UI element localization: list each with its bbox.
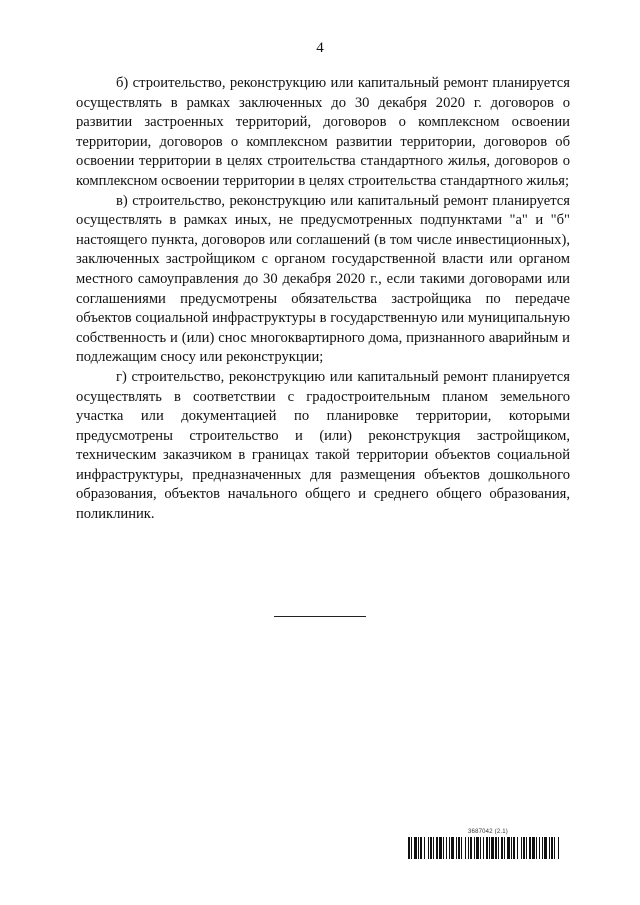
page-number: 4 [316, 40, 324, 56]
paragraph-g: г) строительство, реконструкцию или капитальный ремонт планируется осуществлять в соответствии с градостроительным планом земельного участка или документацией по планировке территории, которыми предусмотрены строительство и (или) реконструкция застройщиком, техническим заказчиком в границах такой территории объектов социальной инфраструктуры, предназначенных для размещения объектов дошкольного образования, объектов начального общего и среднего общего образования, поликлиник. [76, 368, 570, 523]
document-body [76, 74, 570, 525]
closing-divider [274, 616, 366, 617]
document-code: 3687042 (2.1) [468, 829, 508, 835]
paragraph-v: в) строительство, реконструкцию или капитальный ремонт планируется осуществлять в рамках иных, не предусмотренных подпунктами "а" и "б" настоящего пункта, договоров или соглашений (в том числе инвестиционных), заключенных застройщиком с органом государственной власти или органом местного самоуправления до 30 декабря 2020 г., если такими договорами или соглашениями предусмотрены обязательства застройщика по передаче объектов социальной инфраструктуры в государственную или муниципальную собственность и (или) снос многоквартирного дома, признанного аварийным и подлежащим сносу или реконструкции; [76, 192, 570, 366]
barcode-icon [408, 837, 560, 859]
paragraph-b: б) строительство, реконструкцию или капитальный ремонт планируется осуществлять в рамках заключенных до 30 декабря 2020 г. договоров о развитии застроенных территорий, договоров о комплексном освоении территории, договоров о комплексном развитии территории, договоров об освоении территории в целях строительства стандартного жилья, договоров о комплексном освоении территории в целях строительства стандартного жилья; [76, 75, 570, 189]
